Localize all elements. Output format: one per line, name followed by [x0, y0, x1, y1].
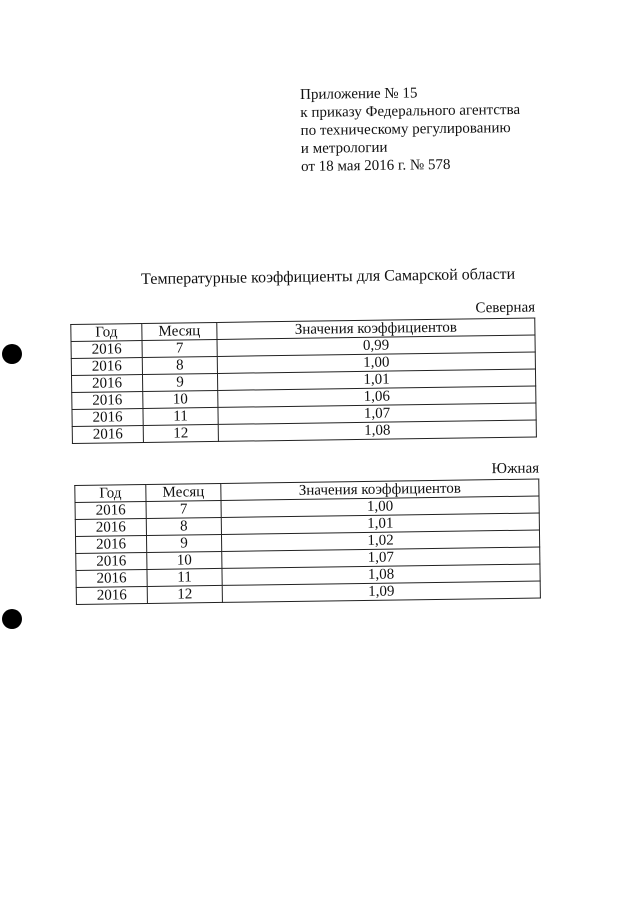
cell-value: 1,00: [217, 352, 535, 373]
cell-year: 2016: [71, 357, 142, 375]
cell-year: 2016: [72, 391, 143, 409]
cell-month: 10: [143, 390, 218, 408]
region-section-north: [70, 298, 537, 444]
cell-month: 7: [142, 339, 217, 357]
cell-value: 1,07: [218, 403, 536, 424]
cell-month: 8: [142, 356, 217, 374]
cell-month: 11: [143, 407, 218, 425]
appendix-line: Приложение № 15: [300, 85, 418, 103]
document-title: Температурные коэффициенты для Самарской области: [141, 265, 516, 288]
column-header-value: Значения коэффициентов: [217, 318, 535, 339]
cell-year: 2016: [72, 425, 143, 443]
cell-value: 1,09: [222, 581, 540, 602]
appendix-header: [300, 82, 601, 176]
cell-value: 1,01: [217, 369, 535, 390]
cell-year: 2016: [71, 340, 142, 358]
coefficients-table: [70, 318, 537, 444]
cell-value: 1,07: [222, 547, 540, 568]
column-header-value: Значения коэффициентов: [221, 479, 539, 500]
cell-value: 1,02: [221, 530, 539, 551]
cell-value: 1,01: [221, 513, 539, 534]
cell-month: 8: [146, 517, 221, 535]
cell-month: 9: [142, 373, 217, 391]
cell-year: 2016: [75, 535, 146, 553]
cell-value: 1,00: [221, 496, 539, 517]
cell-value: 1,06: [218, 386, 536, 407]
region-label: Северная: [475, 299, 536, 317]
column-header-year: Год: [75, 484, 146, 502]
cell-month: 7: [146, 500, 221, 518]
cell-year: 2016: [72, 408, 143, 426]
coefficients-table: [74, 479, 541, 605]
column-header-year: Год: [71, 323, 142, 341]
cell-year: 2016: [75, 501, 146, 519]
cell-year: 2016: [76, 552, 147, 570]
cell-month: 11: [147, 568, 222, 586]
region-label: Южная: [491, 460, 540, 478]
cell-year: 2016: [75, 518, 146, 536]
cell-value: 0,99: [217, 335, 535, 356]
cell-month: 12: [143, 424, 218, 442]
cell-month: 12: [147, 585, 222, 603]
appendix-line: и метрологии: [300, 139, 388, 157]
cell-year: 2016: [76, 569, 147, 587]
cell-year: 2016: [71, 374, 142, 392]
cell-year: 2016: [76, 586, 147, 604]
appendix-line: по техническому регулированию: [300, 120, 511, 139]
appendix-line: от 18 мая 2016 г. № 578: [301, 156, 451, 175]
cell-month: 9: [146, 534, 221, 552]
region-section-south: [74, 459, 541, 605]
cell-month: 10: [147, 551, 222, 569]
punch-hole: [2, 609, 22, 629]
column-header-month: Месяц: [142, 322, 217, 340]
cell-value: 1,08: [222, 564, 540, 585]
column-header-month: Месяц: [146, 483, 221, 501]
punch-hole: [2, 344, 22, 364]
cell-value: 1,08: [218, 420, 536, 441]
appendix-line: к приказу Федерального агентства: [300, 101, 521, 121]
